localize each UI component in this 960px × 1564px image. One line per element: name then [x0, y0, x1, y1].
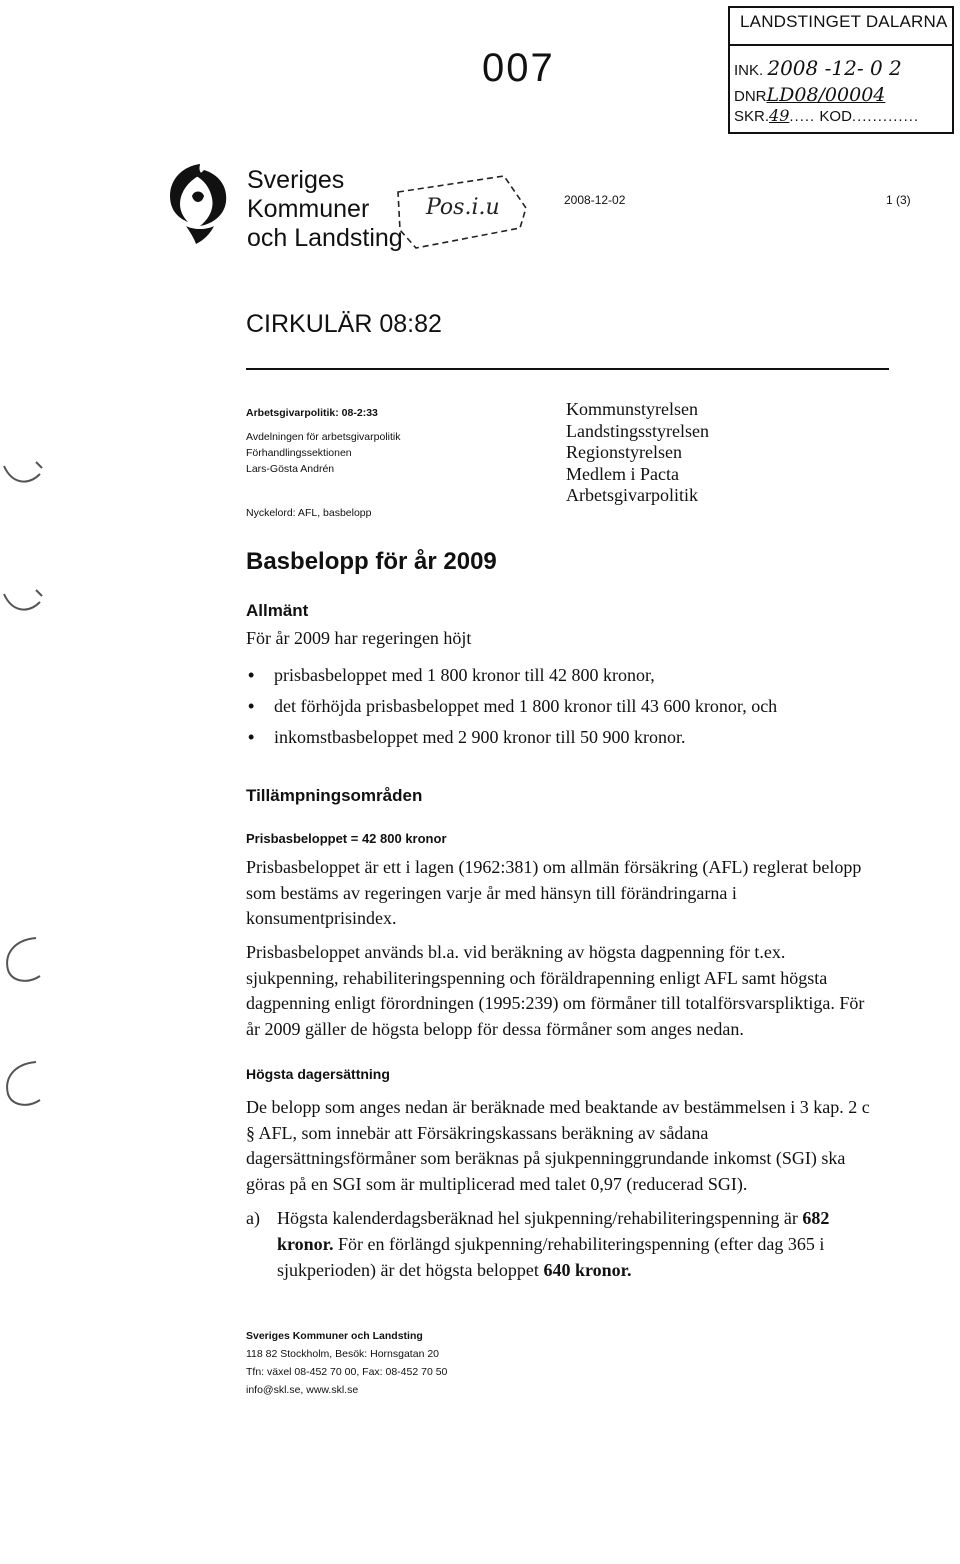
- stamp-skr-label: SKR.: [734, 108, 770, 125]
- skl-logo-icon: [164, 160, 236, 246]
- list-item-a-text: [277, 1205, 877, 1283]
- stamp-dnr-value: LD08/00004: [766, 84, 886, 106]
- document-date: 2008-12-02: [564, 193, 626, 207]
- item-a-text-mid: För en förlängd sjukpenning/rehabiliteringspenning (efter dag 365 i sjukperioden) är det högsta beloppet: [277, 1234, 825, 1280]
- list-item-text: det förhöjda prisbasbeloppet med 1 800 kronor till 43 600 kronor, och: [274, 696, 778, 716]
- recipient-item: Kommunstyrelsen: [566, 399, 698, 419]
- amount-682: 682 kronor.: [277, 1208, 830, 1254]
- list-item-text: prisbasbeloppet med 1 800 kronor till 42 800 kronor,: [274, 665, 655, 685]
- meta-series: Arbetsgivarpolitik: 08-2:33: [246, 407, 378, 419]
- paragraph-prisbasbelopp-definition: Prisbasbeloppet är ett i lagen (1962:381) om allmän försäkring (AFL) reglerat belopp som bestäms av regeringen varje år med hänsyn till förändringarna i konsumentprisindex.: [246, 857, 862, 928]
- stamp-ink-label: INK.: [734, 62, 764, 79]
- paragraph-prisbasbelopp-usage: Prisbasbeloppet används bl.a. vid beräkning av högsta dagpenning för t.ex. sjukpenning, rehabiliteringspenning och föräldrapenning enligt AFL samt högsta dagpenning enligt förordningen (1995:239) om förmåner till totalförsvarspliktiga. För år 2009 gäller de högsta belopp för dessa förmåner som anges nedan.: [246, 942, 865, 1039]
- hole-punch-mark: [0, 444, 46, 492]
- meta-block: [246, 405, 400, 521]
- paragraph-hogsta-dagersattning: De belopp som anges nedan är beräknade med beaktande av bestämmelsen i 3 kap. 2 c § AFL, som innebär att Försäkringskassans beräkning av sådana dagersättningsförmåner som beräknas på sjukpenninggrundande inkomst (SGI) ska göras på en SGI som är multiplicerad med talet 0,97 (reducerad SGI).: [246, 1097, 870, 1194]
- circular-number: CIRKULÄR 08:82: [246, 310, 442, 338]
- hole-punch-mark: [0, 930, 46, 990]
- logo-line-3: och Landsting: [247, 224, 403, 252]
- hole-punch-mark: [0, 1054, 46, 1114]
- footer-address: [246, 1327, 447, 1399]
- page-indicator: 1 (3): [886, 193, 911, 207]
- document-title: Basbelopp för år 2009: [246, 548, 497, 575]
- handwritten-stamp-text: Pos.i.u: [426, 195, 500, 220]
- footer-org: Sveriges Kommuner och Landsting: [246, 1330, 423, 1342]
- stamp-skr-value: 49: [769, 106, 790, 125]
- list-item: • prisbasbeloppet med 1 800 kronor till 42 800 kronor,: [248, 665, 655, 685]
- meta-keywords: Nyckelord: AFL, basbelopp: [246, 507, 372, 519]
- hole-punch-mark: [0, 572, 46, 620]
- stamp-kod-label: KOD: [819, 108, 852, 125]
- logo-line-1: Sveriges: [247, 166, 345, 194]
- stamp-ink-line: [734, 56, 902, 80]
- heading-tillampningsomraden: Tillämpningsområden: [246, 786, 423, 805]
- handwritten-stamp: [384, 168, 534, 254]
- stamp-dnr-label: DNR: [734, 88, 767, 105]
- allmant-bullets: [246, 660, 777, 753]
- list-item: • det förhöjda prisbasbeloppet med 1 800 kronor till 43 600 kronor, och: [248, 696, 778, 716]
- stamp-ink-value: 2008 -12- 0 2: [767, 56, 902, 80]
- header-rule: [246, 368, 889, 370]
- footer-phone: Tfn: växel 08-452 70 00, Fax: 08-452 70 50: [246, 1366, 448, 1378]
- meta-author: Lars-Gösta Andrén: [246, 463, 335, 475]
- item-a-text-before: Högsta kalenderdagsberäknad hel sjukpenning/rehabiliteringspenning är: [277, 1208, 798, 1228]
- heading-allmant: Allmänt: [246, 601, 309, 620]
- footer-web: info@skl.se, www.skl.se: [246, 1384, 359, 1396]
- meta-section: Förhandlingssektionen: [246, 447, 352, 459]
- logo-wordmark: [247, 166, 403, 253]
- recipient-item: Regionstyrelsen: [566, 442, 682, 462]
- recipient-item: Arbetsgivarpolitik: [566, 485, 698, 505]
- list-item: • inkomstbasbeloppet med 2 900 kronor till 50 900 kronor.: [248, 727, 686, 747]
- recipient-item: Landstingsstyrelsen: [566, 420, 709, 441]
- recipient-item: Medlem i Pacta: [566, 463, 679, 484]
- document-number: 007: [482, 46, 555, 90]
- list-item-text: inkomstbasbeloppet med 2 900 kronor till 50 900 kronor.: [274, 727, 686, 747]
- meta-department: Avdelningen för arbetsgivarpolitik: [246, 431, 401, 443]
- list-marker: a): [246, 1208, 260, 1228]
- allmant-intro: För år 2009 har regeringen höjt: [246, 628, 472, 648]
- heading-hogsta-dagersattning: Högsta dagersättning: [246, 1066, 390, 1082]
- stamp-skr-line: SKR.49..... KOD.............: [734, 106, 920, 125]
- logo-line-2: Kommuner: [247, 195, 370, 223]
- footer-address-line: 118 82 Stockholm, Besök: Hornsgatan 20: [246, 1348, 440, 1360]
- stamp-dnr-line: [734, 84, 885, 106]
- amount-640: 640 kronor.: [543, 1260, 632, 1280]
- subheading-prisbasbelopp: Prisbasbeloppet = 42 800 kronor: [246, 831, 447, 846]
- recipients-list: [566, 399, 709, 507]
- stamp-title: LANDSTINGET DALARNA: [740, 12, 948, 31]
- stamp-divider: [728, 44, 952, 46]
